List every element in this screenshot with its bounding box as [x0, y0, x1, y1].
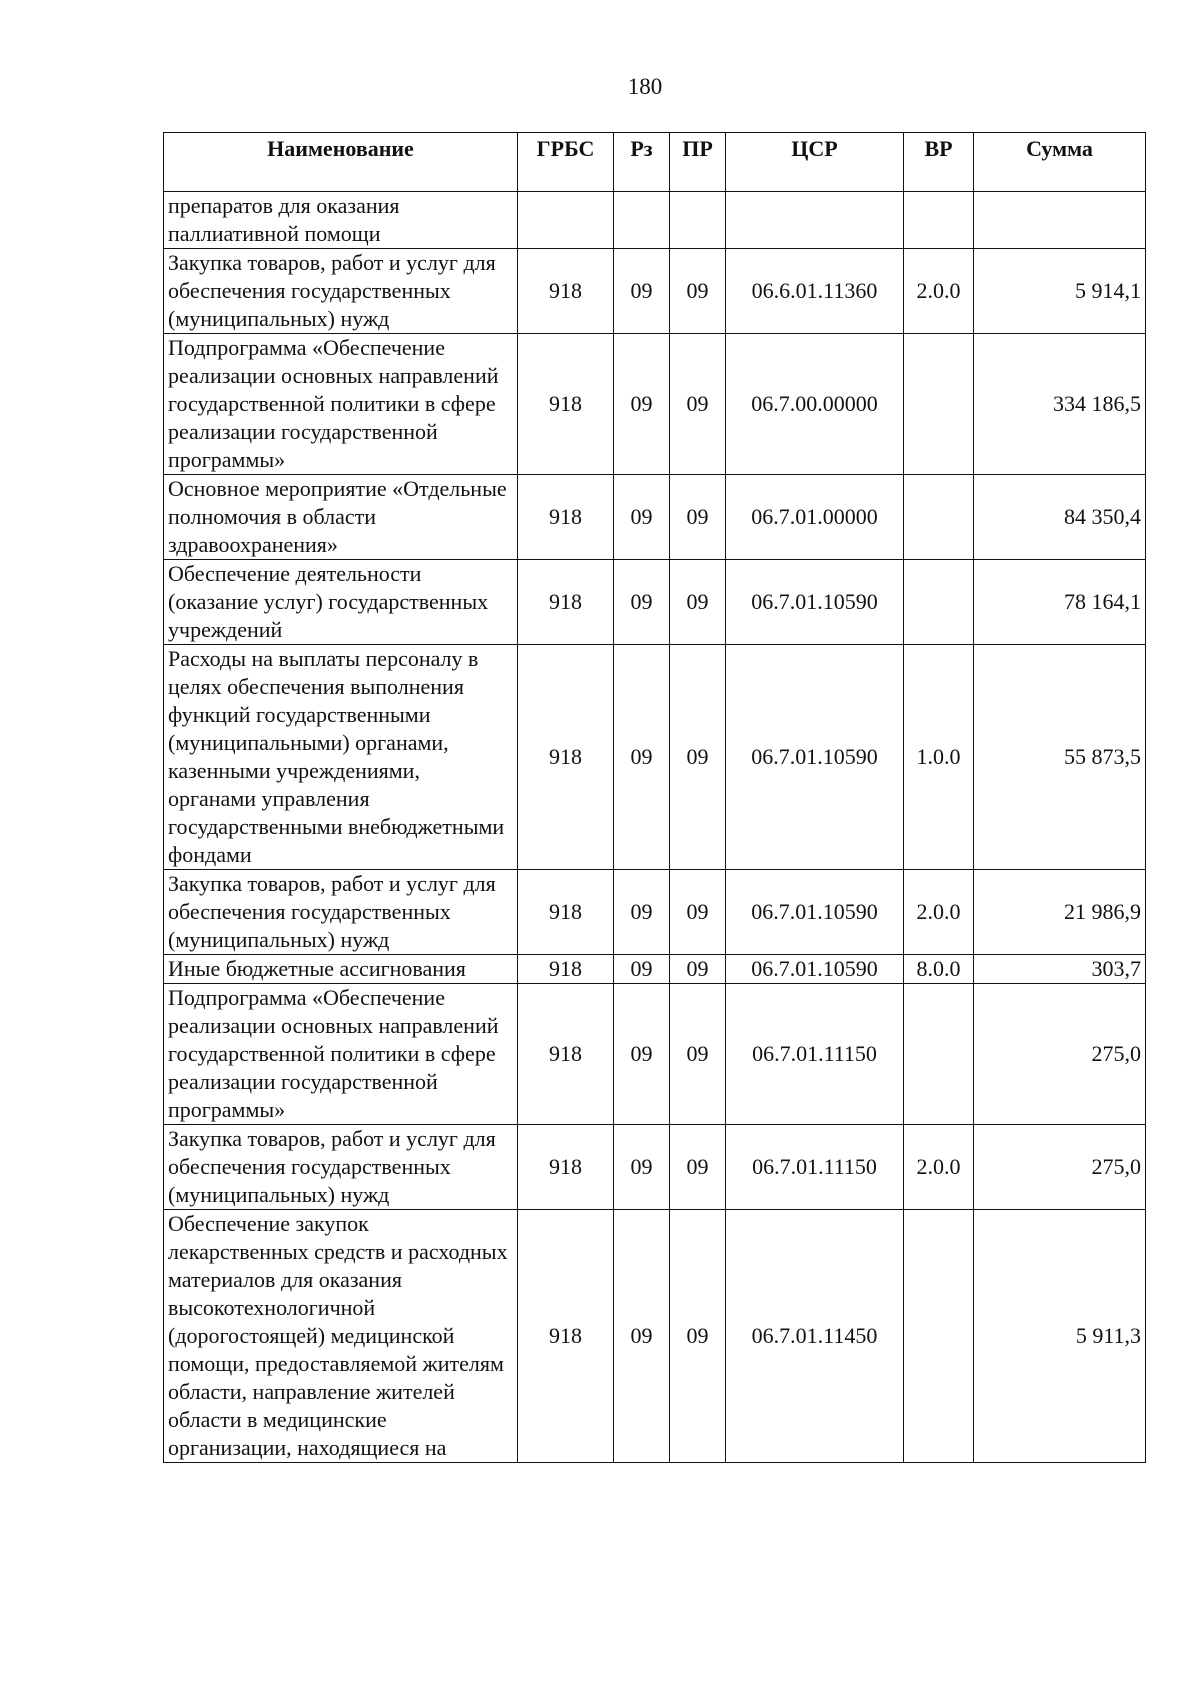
- cell-pr: 09: [670, 560, 726, 645]
- cell-rz: 09: [614, 249, 670, 334]
- cell-vr: 1.0.0: [904, 645, 974, 870]
- cell-pr: 09: [670, 984, 726, 1125]
- cell-vr: [904, 560, 974, 645]
- cell-rz: 09: [614, 645, 670, 870]
- cell-pr: 09: [670, 334, 726, 475]
- cell-vr: 8.0.0: [904, 955, 974, 984]
- cell-name: Расходы на выплаты персоналу в целях обеспечения выполнения функций государственными (муниципальными) органами, казенными учреждениями, органами управления государственными внебюджетными фондами: [164, 645, 518, 870]
- table-row: [164, 1210, 1146, 1463]
- cell-csr: 06.7.01.10590: [726, 560, 904, 645]
- cell-grbs: 918: [518, 1210, 614, 1463]
- cell-name: Основное мероприятие «Отдельные полномочия в области здравоохранения»: [164, 475, 518, 560]
- cell-csr: 06.7.01.10590: [726, 645, 904, 870]
- cell-rz: 09: [614, 560, 670, 645]
- cell-vr: [904, 984, 974, 1125]
- table-row: [164, 334, 1146, 475]
- cell-rz: 09: [614, 1210, 670, 1463]
- cell-sum: 275,0: [974, 984, 1146, 1125]
- cell-name: Обеспечение деятельности (оказание услуг) государственных учреждений: [164, 560, 518, 645]
- cell-vr: [904, 334, 974, 475]
- table-row: [164, 955, 1146, 984]
- cell-sum: 5 914,1: [974, 249, 1146, 334]
- cell-csr: 06.7.01.10590: [726, 870, 904, 955]
- cell-rz: 09: [614, 475, 670, 560]
- cell-name: Подпрограмма «Обеспечение реализации основных направлений государственной политики в сфере реализации государственной программы»: [164, 984, 518, 1125]
- table-row: [164, 192, 1146, 249]
- table-row: [164, 475, 1146, 560]
- cell-rz: 09: [614, 870, 670, 955]
- cell-vr: 2.0.0: [904, 1125, 974, 1210]
- cell-sum: 303,7: [974, 955, 1146, 984]
- table-row: [164, 560, 1146, 645]
- header-rz: Рз: [614, 133, 670, 192]
- cell-csr: 06.7.01.11150: [726, 984, 904, 1125]
- cell-rz: 09: [614, 955, 670, 984]
- table-header-row: [164, 133, 1146, 192]
- cell-rz: 09: [614, 334, 670, 475]
- cell-sum: [974, 192, 1146, 249]
- cell-pr: 09: [670, 475, 726, 560]
- cell-grbs: 918: [518, 475, 614, 560]
- cell-sum: 84 350,4: [974, 475, 1146, 560]
- cell-sum: 21 986,9: [974, 870, 1146, 955]
- table-row: [164, 1125, 1146, 1210]
- cell-csr: 06.7.01.11450: [726, 1210, 904, 1463]
- cell-vr: 2.0.0: [904, 249, 974, 334]
- cell-grbs: 918: [518, 984, 614, 1125]
- cell-grbs: 918: [518, 870, 614, 955]
- header-name: Наименование: [164, 133, 518, 192]
- cell-csr: 06.7.01.11150: [726, 1125, 904, 1210]
- cell-csr: 06.6.01.11360: [726, 249, 904, 334]
- cell-name: Закупка товаров, работ и услуг для обеспечения государственных (муниципальных) нужд: [164, 870, 518, 955]
- cell-grbs: 918: [518, 560, 614, 645]
- cell-name: Обеспечение закупок лекарственных средств и расходных материалов для оказания высокотехнологичной (дорогостоящей) медицинской помощи, предоставляемой жителям области, направление жителей области в медицинские организации, находящиеся на: [164, 1210, 518, 1463]
- table-row: [164, 870, 1146, 955]
- cell-rz: 09: [614, 1125, 670, 1210]
- header-grbs: ГРБС: [518, 133, 614, 192]
- cell-sum: 78 164,1: [974, 560, 1146, 645]
- cell-pr: 09: [670, 955, 726, 984]
- cell-sum: 275,0: [974, 1125, 1146, 1210]
- cell-pr: 09: [670, 249, 726, 334]
- cell-grbs: 918: [518, 955, 614, 984]
- cell-pr: 09: [670, 1125, 726, 1210]
- page-number: 180: [627, 74, 663, 99]
- cell-grbs: 918: [518, 645, 614, 870]
- cell-name: Подпрограмма «Обеспечение реализации основных направлений государственной политики в сфере реализации государственной программы»: [164, 334, 518, 475]
- cell-pr: 09: [670, 1210, 726, 1463]
- cell-vr: [904, 192, 974, 249]
- cell-name: Закупка товаров, работ и услуг для обеспечения государственных (муниципальных) нужд: [164, 1125, 518, 1210]
- header-sum: Сумма: [974, 133, 1146, 192]
- cell-pr: 09: [670, 645, 726, 870]
- cell-csr: 06.7.01.00000: [726, 475, 904, 560]
- table-row: [164, 984, 1146, 1125]
- cell-rz: 09: [614, 984, 670, 1125]
- cell-sum: 5 911,3: [974, 1210, 1146, 1463]
- cell-sum: 334 186,5: [974, 334, 1146, 475]
- cell-csr: 06.7.01.10590: [726, 955, 904, 984]
- budget-table: [163, 132, 1146, 1463]
- cell-rz: [614, 192, 670, 249]
- cell-vr: 2.0.0: [904, 870, 974, 955]
- cell-name: препаратов для оказания паллиативной помощи: [164, 192, 518, 249]
- cell-pr: 09: [670, 870, 726, 955]
- cell-grbs: [518, 192, 614, 249]
- header-csr: ЦСР: [726, 133, 904, 192]
- cell-vr: [904, 475, 974, 560]
- table-row: [164, 249, 1146, 334]
- table-row: [164, 645, 1146, 870]
- cell-csr: 06.7.00.00000: [726, 334, 904, 475]
- cell-grbs: 918: [518, 334, 614, 475]
- cell-name: Иные бюджетные ассигнования: [164, 955, 518, 984]
- header-vr: ВР: [904, 133, 974, 192]
- cell-vr: [904, 1210, 974, 1463]
- header-pr: ПР: [670, 133, 726, 192]
- cell-sum: 55 873,5: [974, 645, 1146, 870]
- cell-pr: [670, 192, 726, 249]
- cell-name: Закупка товаров, работ и услуг для обеспечения государственных (муниципальных) нужд: [164, 249, 518, 334]
- cell-grbs: 918: [518, 1125, 614, 1210]
- cell-grbs: 918: [518, 249, 614, 334]
- cell-csr: [726, 192, 904, 249]
